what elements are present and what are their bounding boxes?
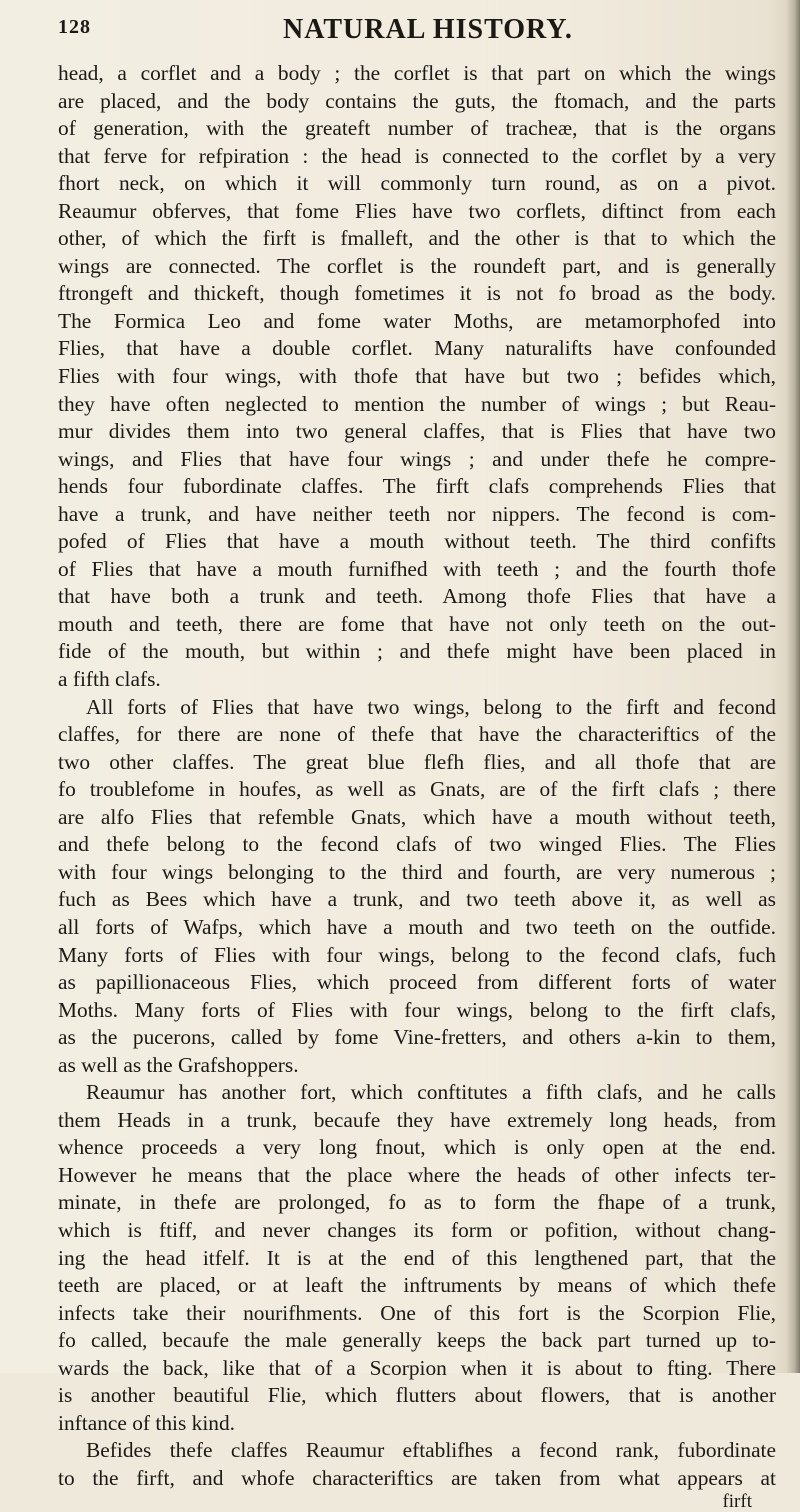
text-line: Reaumur obferves, that fome Flies have two corflets, diftinct from each xyxy=(58,198,776,223)
text-line: with four wings belonging to the third and fourth, are very numerous ; xyxy=(58,859,776,884)
text-line: them Heads in a trunk, becaufe they have extremely long heads, from xyxy=(58,1107,776,1132)
text-line: Flies with four wings, with thofe that have but two ; befides which, xyxy=(58,364,776,389)
text-line: Reaumur has another fort, which conftitutes a fifth clafs, and he calls xyxy=(86,1080,776,1105)
text-line: All forts of Flies that have two wings, belong to the firft and fecond xyxy=(86,694,776,719)
text-line: that have both a trunk and teeth. Among thofe Flies that have a xyxy=(58,584,776,609)
text-line: as papillionaceous Flies, which proceed from different forts of water xyxy=(58,970,776,995)
text-line: wings, and Flies that have four wings ; and under thefe he compre- xyxy=(58,446,776,471)
text-line: mur divides them into two general claffes, that is Flies that have two xyxy=(58,419,776,444)
text-line: fuch as Bees which have a trunk, and two teeth above it, as well as xyxy=(58,887,776,912)
text-line: head, a corflet and a body ; the corflet is that part on which the wings xyxy=(58,61,776,85)
text-line: ftrongeft and thickeft, though fometimes it is not fo broad as the body. xyxy=(58,281,776,306)
text-line: claffes, for there are none of thefe that have the characteriftics of the xyxy=(58,722,776,747)
text-line: are placed, and the body contains the guts, the ftomach, and the parts xyxy=(58,88,776,113)
text-line: to the firft, and whofe characteriftics are taken from what appears at xyxy=(58,1465,776,1490)
text-line: that ferve for refpiration : the head is connected to the corflet by a very xyxy=(58,143,776,168)
catchword: firft xyxy=(722,1491,752,1512)
text-line: fide of the mouth, but within ; and thefe might have been placed in xyxy=(58,639,776,664)
page-edge-shadow xyxy=(786,0,800,1373)
text-line: fo called, becaufe the male generally keeps the back part turned up to- xyxy=(58,1328,776,1353)
text-line: which is ftiff, and never changes its form or pofition, without chang- xyxy=(58,1217,776,1242)
text-line: Flies, that have a double corflet. Many naturalifts have confounded xyxy=(58,336,776,361)
text-line: Befides thefe claffes Reaumur eftablifhes a fecond rank, fubordinate xyxy=(86,1438,776,1463)
text-line: teeth are placed, or at leaft the inftruments by means of which thefe xyxy=(58,1273,776,1298)
text-line: mouth and teeth, there are fome that have not only teeth on the out- xyxy=(58,611,776,636)
text-line: a fifth clafs. xyxy=(58,667,161,692)
text-line: of generation, with the greateft number of tracheæ, that is the organs xyxy=(58,116,776,141)
text-line: fhort neck, on which it will commonly turn round, as on a pivot. xyxy=(58,171,776,196)
text-line: as the pucerons, called by fome Vine-fretters, and others a-kin to them, xyxy=(58,1025,776,1050)
text-line: pofed of Flies that have a mouth without teeth. The third confifts xyxy=(58,529,776,554)
text-line: they have often neglected to mention the number of wings ; but Reau- xyxy=(58,391,776,416)
text-line: Moths. Many forts of Flies with four wings, belong to the firft clafs, xyxy=(58,997,776,1022)
text-line: fo troublefome in houfes, as well as Gnats, are of the firft clafs ; there xyxy=(58,777,776,802)
text-line: minate, in thefe are prolonged, fo as to form the fhape of a trunk, xyxy=(58,1190,776,1215)
text-line: have a trunk, and have neither teeth nor nippers. The fecond is com- xyxy=(58,501,776,526)
text-line: inftance of this kind. xyxy=(58,1410,236,1435)
text-line: two other claffes. The great blue flefh flies, and all thofe that are xyxy=(58,749,776,774)
text-line: wings are connected. The corflet is the roundeft part, and is generally xyxy=(58,253,776,278)
text-line: The Formica Leo and fome water Moths, are metamorphofed into xyxy=(58,308,776,333)
page-header xyxy=(58,14,776,50)
running-head: NATURAL HISTORY. xyxy=(283,14,573,45)
text-line: whence proceeds a very long fnout, which is only open at the end. xyxy=(58,1135,776,1160)
text-line: of Flies that have a mouth furnifhed with teeth ; and the fourth thofe xyxy=(58,556,776,581)
text-line: Many forts of Flies with four wings, belong to the fecond clafs, fuch xyxy=(58,942,776,967)
text-line: are alfo Flies that refemble Gnats, which have a mouth without teeth, xyxy=(58,804,776,829)
page-number: 128 xyxy=(58,16,91,38)
text-line: However he means that the place where the heads of other infects ter- xyxy=(58,1162,776,1187)
text-line: ing the head itfelf. It is at the end of this lengthened part, that the xyxy=(58,1245,776,1270)
body-text xyxy=(58,60,776,1512)
text-line: hends four fubordinate claffes. The firft clafs comprehends Flies that xyxy=(58,474,776,499)
text-line: infects take their nourifhments. One of this fort is the Scorpion Flie, xyxy=(58,1300,776,1325)
text-line: and thefe belong to the fecond clafs of two winged Flies. The Flies xyxy=(58,832,776,857)
text-line: all forts of Wafps, which have a mouth and two teeth on the outfide. xyxy=(58,914,776,939)
text-line: as well as the Grafshoppers. xyxy=(58,1052,299,1077)
text-line: wards the back, like that of a Scorpion when it is about to fting. There xyxy=(58,1355,776,1380)
text-line: is another beautiful Flie, which flutters about flowers, that is another xyxy=(58,1383,776,1408)
text-line: other, of which the firft is fmalleft, and the other is that to which the xyxy=(58,226,776,251)
